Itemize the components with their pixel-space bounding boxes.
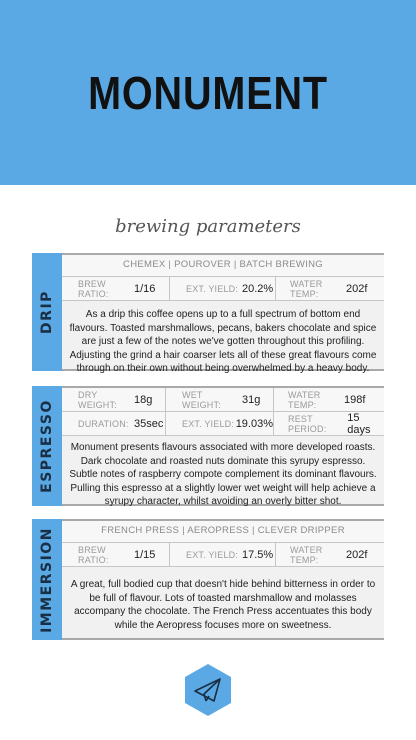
immersion-params-row (62, 543, 384, 567)
param-label: EXT. YIELD: (186, 283, 239, 294)
param-value: 35sec (134, 417, 164, 430)
espresso-tab (32, 386, 62, 506)
drip-card (62, 253, 384, 374)
param-value: 202f (346, 282, 368, 295)
param-label: EXT. YIELD: (186, 549, 239, 560)
espresso-params-row-2 (62, 412, 384, 436)
param-label: EXT. YIELD: (182, 418, 235, 429)
param-cell (62, 388, 165, 411)
espresso-description: Monument presents flavours associated with more developed roasts. Dark chocolate and roasted nuts dominate this syrupy espresso. Subtle notes of raspberry compote complement its dominant flavours. Pulling this espresso at a slightly lower wet weight will help achieve a syrupy character, whilst avoiding an overly bitter shot. (69, 442, 377, 507)
immersion-methods: FRENCH PRESS | AEROPRESS | CLEVER DRIPPER (62, 521, 384, 543)
param-cell (165, 412, 273, 435)
param-label: WATER TEMP: (288, 389, 321, 410)
param-label: WATER TEMP: (290, 544, 323, 565)
param-cell (169, 543, 275, 566)
paper-plane-icon[interactable] (185, 664, 231, 716)
param-label: REST PERIOD: (288, 413, 327, 434)
param-cell (62, 412, 165, 435)
drip-params-row (62, 277, 384, 301)
immersion-tab (32, 519, 62, 640)
immersion-tab-label: IMMERSION (39, 526, 55, 633)
espresso-params-row-1 (62, 388, 384, 412)
drip-section (32, 253, 384, 374)
drip-tab-label: DRIP (39, 290, 55, 334)
param-value: 20.2% (242, 282, 274, 295)
page-title: MONUMENT (88, 67, 328, 119)
param-label: DURATION: (78, 418, 129, 429)
espresso-section (32, 386, 384, 506)
drip-description: As a drip this coffee opens up to a full spectrum of bottom end flavours. Toasted marshmallows, pecans, bakers chocolate and spice are just a few of the notes we've gotten throughout this profiling. Adjusting the grind a hair coarser lets all of these great flavours come through on their own without being overwhelmed by a heavy body. (69, 309, 377, 374)
header-banner (0, 0, 416, 185)
param-cell (273, 388, 384, 411)
param-value: 15 days (347, 411, 371, 436)
param-value: 31g (242, 393, 261, 406)
param-value: 17.5% (242, 548, 274, 561)
param-label: DRY WEIGHT: (78, 389, 117, 410)
param-label: WATER TEMP: (290, 278, 323, 299)
immersion-card (62, 519, 384, 640)
section-subtitle: brewing parameters (115, 216, 301, 237)
param-label: WET WEIGHT: (182, 389, 221, 410)
param-cell (62, 543, 169, 566)
param-cell (275, 543, 384, 566)
param-cell (169, 277, 275, 300)
param-value: 19.03% (235, 417, 273, 430)
param-value: 1/15 (134, 548, 156, 561)
param-value: 18g (134, 393, 153, 406)
immersion-description: A great, full bodied cup that doesn't hide behind bitterness in order to be full of flavour. Lots of toasted marshmallow and molasses accompany the chocolate. The French Press accentuates this body while the Aeropress focuses more on sweetness. (70, 579, 376, 631)
param-value: 202f (346, 548, 368, 561)
espresso-tab-label: ESPRESSO (39, 399, 55, 493)
drip-methods: CHEMEX | POUROVER | BATCH BREWING (62, 255, 384, 277)
espresso-card (62, 386, 384, 506)
param-label: BREW RATIO: (78, 544, 109, 565)
param-cell (165, 388, 273, 411)
drip-tab (32, 253, 62, 371)
immersion-section (32, 519, 384, 640)
param-cell (273, 412, 384, 435)
param-value: 1/16 (134, 282, 156, 295)
param-label: BREW RATIO: (78, 278, 109, 299)
param-value: 198f (344, 393, 366, 406)
param-cell (275, 277, 384, 300)
param-cell (62, 277, 169, 300)
